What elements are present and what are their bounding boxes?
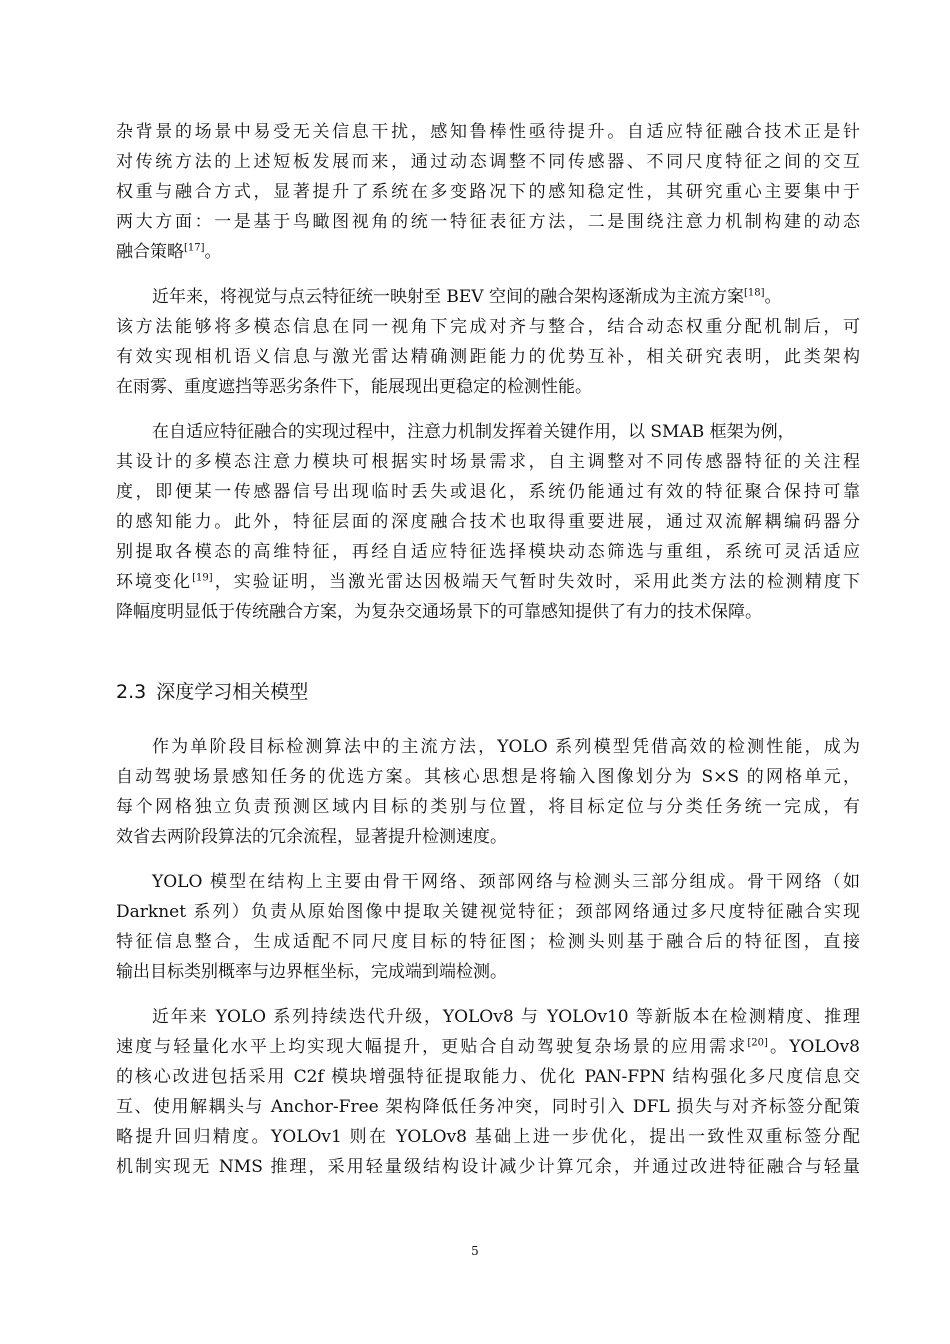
text-run: 互、使用解耦头与 Anchor-Free 架构降低任务冲突，同时引入 DFL 损失与对齐标签分配策 [116,1097,860,1117]
text-line [116,477,860,507]
text-run: 特征信息整合，生成适配不同尺度目标的特征图；检测头则基于融合后的特征图，直接 [116,932,860,952]
text-line [152,417,795,447]
text-line [116,1032,860,1062]
text-line [152,732,860,762]
text-run: 略提升回归精度。YOLOv1 则在 YOLOv8 基础上进一步优化，提出一致性双重标签分配 [116,1127,860,1147]
text-run: 在自适应特征融合的实现过程中，注意力机制发挥着关键作用，以 SMAB 框架为例， [152,422,795,442]
text-line [152,867,860,897]
text-run: 自动驾驶场景感知任务的优选方案。其核心思想是将输入图像划分为 S×S 的网格单元， [116,767,860,787]
text-run: 其设计的多模态注意力模块可根据实时场景需求，自主调整对不同传感器特征的关注程 [116,452,860,472]
text-line [116,1122,860,1152]
text-line [116,177,860,207]
text-run: 的核心改进包括采用 C2f 模块增强特征提取能力、优化 PAN-FPN 结构强化多尺度信息交 [116,1067,860,1087]
text-line [116,447,860,477]
text-run: 在雨雾、重度遮挡等恶劣条件下，能展现出更稳定的检测性能。 [116,377,592,397]
text-line [116,762,860,792]
text-line [116,957,507,987]
text-line [116,1062,860,1092]
text-run: ，实验证明，当激光雷达因极端天气暂时失效时，采用此类方法的检测精度下 [212,572,861,592]
text-run: 作为单阶段目标检测算法中的主流方法，YOLO 系列模型凭借高效的检测性能，成为 [152,737,860,757]
text-line [116,537,860,567]
text-run: 的感知能力。此外，特征层面的深度融合技术也取得重要进展，通过双流解耦编码器分 [116,512,860,532]
text-run: 度，即便某一传感器信号出现临时丢失或退化，系统仍能通过有效的特征聚合保持可靠 [116,482,860,502]
text-run: Darknet 系列）负责从原始图像中提取关键视觉特征；颈部网络通过多尺度特征融合实现 [116,902,860,922]
text-run: 该方法能够将多模态信息在同一视角下完成对齐与整合，结合动态权重分配机制后，可 [116,317,860,337]
citation-ref: [20] [747,1037,768,1049]
text-line [116,342,860,372]
text-run: 。 [204,242,222,262]
text-line [116,312,860,342]
citation-ref: [19] [192,572,213,584]
text-line [116,207,860,237]
section-heading [116,676,308,708]
text-run: 环境变化 [116,572,193,592]
text-run: 近年来 YOLO 系列持续迭代升级，YOLOv8 与 YOLOv10 等新版本在检测精度、推理 [152,1007,860,1027]
text-run: 机制实现无 NMS 推理，采用轻量级结构设计减少计算冗余，并通过改进特征融合与轻量 [116,1157,860,1177]
text-run: YOLO 模型在结构上主要由骨干网络、颈部网络与检测头三部分组成。骨干网络（如 [152,872,860,892]
text-run: 降幅度明显低于传统融合方案，为复杂交通场景下的可靠感知提供了有力的技术保障。 [116,602,762,622]
text-run: 输出目标类别概率与边界框坐标，完成端到端检测。 [116,962,507,982]
text-line [152,282,782,312]
text-line [116,792,860,822]
text-line [116,897,860,927]
text-run: 效省去两阶段算法的冗余流程，显著提升检测速度。 [116,827,507,847]
text-run: 杂背景的场景中易受无关信息干扰，感知鲁棒性亟待提升。自适应特征融合技术正是针 [116,122,860,142]
section-number: 2.3 [116,681,147,703]
text-run: 每个网格独立负责预测区域内目标的类别与位置，将目标定位与分类任务统一完成，有 [116,797,860,817]
text-line [116,567,860,597]
citation-ref: [17] [184,242,205,254]
text-run: 有效实现相机语义信息与激光雷达精确测距能力的优势互补，相关研究表明，此类架构 [116,347,860,367]
text-run: 别提取各模态的高维特征，再经自适应特征选择模块动态筛选与重组，系统可灵活适应 [116,542,860,562]
text-run: 速度与轻量化水平上均实现大幅提升，更贴合自动驾驶复杂场景的应用需求 [116,1037,748,1057]
text-run: 两大方面：一是基于鸟瞰图视角的统一特征表征方法，二是围绕注意力机制构建的动态 [116,212,860,232]
section-title: 深度学习相关模型 [156,681,309,703]
citation-ref: [18] [744,287,765,299]
text-run: 对传统方法的上述短板发展而来，通过动态调整不同传感器、不同尺度特征之间的交互 [116,152,860,172]
text-line [116,237,222,267]
text-line [116,507,860,537]
text-line [116,927,860,957]
text-line [116,597,762,627]
text-run: 融合策略 [116,242,184,262]
text-run: 近年来，将视觉与点云特征统一映射至 BEV 空间的融合架构逐渐成为主流方案 [152,287,744,307]
text-line [116,1092,860,1122]
text-line [116,147,860,177]
text-line [116,372,592,402]
text-line [116,822,507,852]
text-run: 权重与融合方式，显著提升了系统在多变路况下的感知稳定性，其研究重心主要集中于 [116,182,860,202]
text-line [152,1002,860,1032]
page-number: 5 [471,1244,479,1258]
text-line [116,117,860,147]
text-line [116,1152,860,1182]
text-run: 。 [764,287,782,307]
text-run: 。YOLOv8 [767,1037,860,1057]
